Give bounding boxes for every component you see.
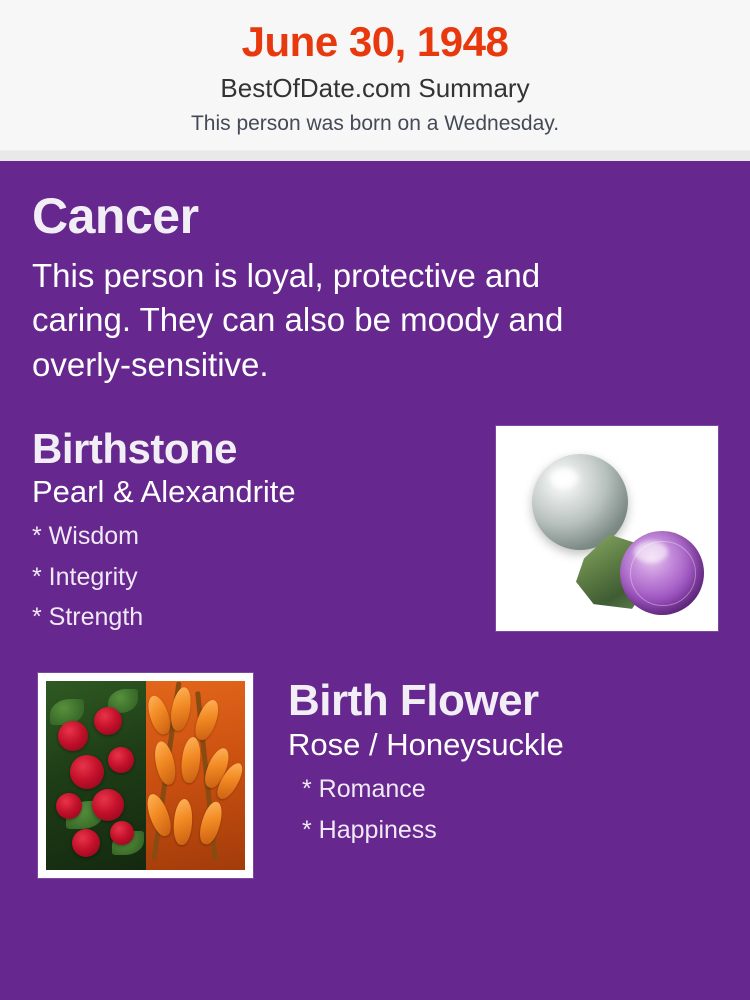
birthstone-names: Pearl & Alexandrite: [32, 473, 296, 509]
birthstone-section: [32, 426, 718, 651]
roses-icon: [46, 681, 146, 870]
alexandrite-icon: [576, 505, 704, 615]
content-panel: [0, 161, 750, 1000]
pearl-and-alexandrite-photo: [496, 426, 718, 631]
birthstone-image-inner: [504, 434, 710, 623]
birth-flower-text-group: [288, 677, 718, 845]
divider: [0, 151, 750, 161]
birthstone-trait: * Strength: [32, 603, 144, 632]
birthstone-trait: * Wisdom: [32, 522, 139, 551]
born-day-text: This person was born on a Wednesday.: [190, 111, 560, 135]
birth-flower-section: [32, 673, 718, 888]
site-summary-label: BestOfDate.com Summary: [220, 73, 530, 104]
honeysuckle-icon: [146, 681, 246, 870]
zodiac-sign-title: Cancer: [32, 187, 199, 244]
alexandrite-cut-gem-icon: [620, 531, 704, 615]
header: [0, 0, 750, 151]
birth-flower-trait: * Romance: [302, 775, 426, 804]
rose-and-honeysuckle-photo: [38, 673, 253, 878]
zodiac-description: This person is loyal, protective and caring. They can also be moody and overly-sensitive.: [32, 256, 564, 383]
page-title: June 30, 1948: [241, 18, 509, 65]
birthstone-trait: * Integrity: [32, 562, 138, 591]
birthstone-title: Birthstone: [32, 424, 237, 472]
birth-flower-trait: * Happiness: [302, 815, 437, 844]
birthstone-text-group: [32, 426, 472, 632]
birth-flower-names: Rose / Honeysuckle: [288, 727, 564, 763]
birth-flower-title: Birth Flower: [288, 675, 539, 725]
flower-image-inner: [46, 681, 245, 870]
